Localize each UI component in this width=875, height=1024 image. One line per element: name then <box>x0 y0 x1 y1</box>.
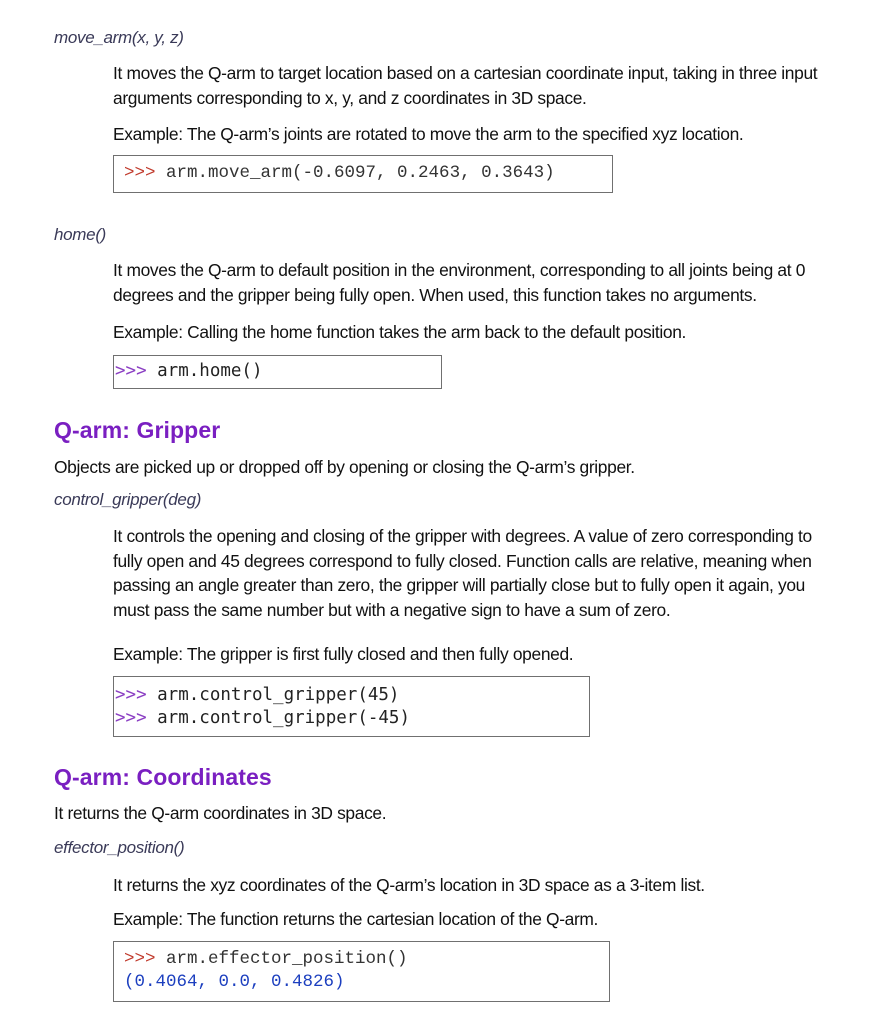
code-row <box>115 707 588 730</box>
code-prompt: >>> <box>124 163 156 183</box>
gripper-heading: Q-arm: Gripper <box>54 417 221 443</box>
code-line: arm.move_arm(-0.6097, 0.2463, 0.3643) <box>155 163 555 183</box>
effector-position-example: Example: The function returns the cartesian location of the Q-arm. <box>113 909 599 929</box>
move-arm-code-block <box>113 155 613 193</box>
home-code-block <box>113 355 442 389</box>
move-arm-example: Example: The Q-arm’s joints are rotated to move the arm to the specified xyz location. <box>113 124 744 144</box>
control-gripper-code-block <box>113 676 590 737</box>
code-row <box>115 684 588 707</box>
control-gripper-example: Example: The gripper is first fully closed and then fully opened. <box>113 644 574 664</box>
code-prompt: >>> <box>115 361 147 381</box>
home-example: Example: Calling the home function takes the arm back to the default position. <box>113 322 687 342</box>
code-prompt: >>> <box>115 708 147 728</box>
move-arm-signature: move_arm(x, y, z) <box>54 28 184 47</box>
effector-position-description: It returns the xyz coordinates of the Q-arm’s location in 3D space as a 3-item list. <box>113 875 705 895</box>
control-gripper-description: It controls the opening and closing of the gripper with degrees. A value of zero corresponding to fully open and 45 degrees correspond to fully closed. Function calls are relative, meaning when passing an angle greater than zero, the gripper will partially close but to fully open it again, you must pass the same number but with a negative sign to have a sum of zero. <box>113 526 812 620</box>
code-prompt: >>> <box>115 685 147 705</box>
code-row <box>124 948 599 971</box>
move-arm-description: It moves the Q-arm to target location based on a cartesian coordinate input, taking in three input arguments corresponding to x, y, and z coordinates in 3D space. <box>113 63 818 108</box>
home-description: It moves the Q-arm to default position in the environment, corresponding to all joints being at 0 degrees and the gripper being fully open. When used, this function takes no arguments. <box>113 260 806 305</box>
code-line: arm.effector_position() <box>155 949 408 969</box>
code-line: arm.control_gripper(-45) <box>146 708 411 728</box>
code-line: arm.control_gripper(45) <box>146 685 400 705</box>
gripper-intro: Objects are picked up or dropped off by opening or closing the Q-arm’s gripper. <box>54 457 635 477</box>
effector-position-signature: effector_position() <box>54 838 185 857</box>
coordinates-intro: It returns the Q-arm coordinates in 3D space. <box>54 803 387 823</box>
home-signature: home() <box>54 225 107 244</box>
effector-position-code-block <box>113 941 610 1002</box>
code-output: (0.4064, 0.0, 0.4826) <box>124 972 345 992</box>
code-prompt: >>> <box>124 949 156 969</box>
coordinates-heading: Q-arm: Coordinates <box>54 764 272 790</box>
code-line: arm.home() <box>146 361 263 381</box>
control-gripper-signature: control_gripper(deg) <box>54 490 202 509</box>
